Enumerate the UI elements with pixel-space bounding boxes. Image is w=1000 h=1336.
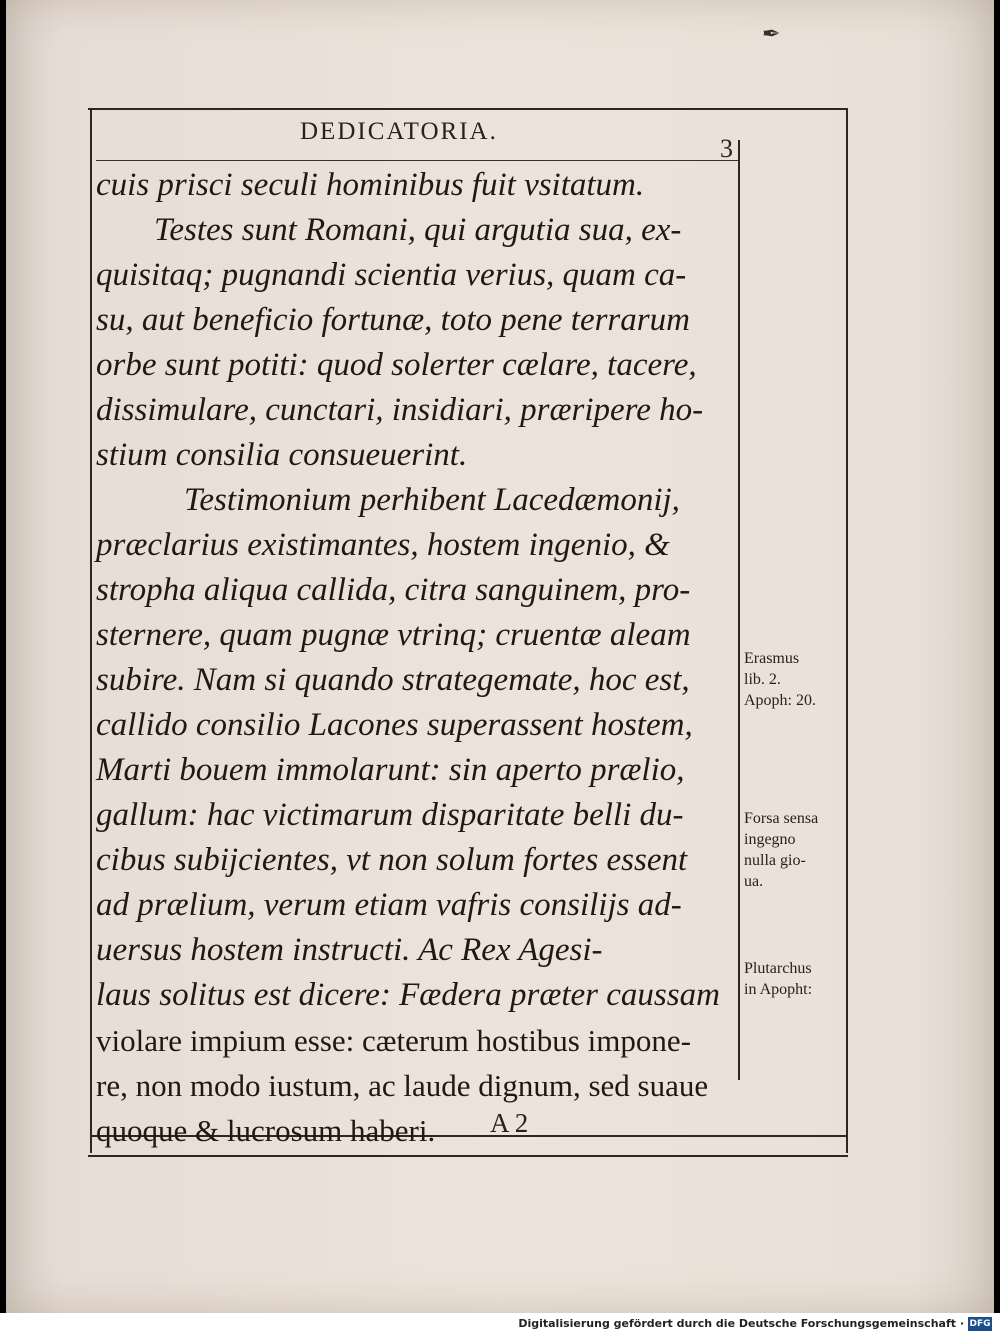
marginal-note [744, 958, 844, 1000]
marginal-note-line: Erasmus [744, 650, 800, 667]
marginal-note-line: Forsa sensa [744, 810, 819, 827]
page-number: 3 [720, 134, 733, 163]
text-line: stium consilia consueuerint. [96, 437, 468, 473]
marginal-note [744, 808, 844, 892]
text-line: præclarius existimantes, hostem ingenio, & [96, 527, 670, 563]
text-line: quoque & lucrosum haberi. [96, 1113, 436, 1148]
marginal-note-line: in Apopht: [744, 981, 813, 998]
marginal-note-line: lib. 2. [744, 671, 781, 688]
text-line: laus solitus est dicere: Fædera præter caussam [96, 977, 720, 1013]
signature-mark: A 2 [490, 1108, 529, 1138]
digitization-footer [0, 1313, 1000, 1336]
marginal-note-line: ua. [744, 873, 764, 890]
text-line: ad prælium, verum etiam vafris consilijs ad- [96, 887, 682, 923]
text-line: su, aut beneficio fortunæ, toto pene terrarum [96, 302, 690, 338]
footer-credit: Digitalisierung gefördert durch die Deutsche Forschungsgemeinschaft · [518, 1317, 964, 1330]
marginal-note-line: Apoph: 20. [744, 692, 816, 709]
running-head: DEDICATORIA. [300, 118, 498, 145]
text-line: callido consilio Lacones superassent hostem, [96, 707, 693, 743]
text-line: quisitaq; pugnandi scientia verius, quam ca- [96, 257, 687, 293]
marginal-note-line: ingegno [744, 831, 796, 848]
text-line: orbe sunt potiti: quod solerter cælare, tacere, [96, 347, 697, 383]
margin-column-rule [738, 140, 740, 1080]
text-line: subire. Nam si quando strategemate, hoc est, [96, 662, 690, 698]
text-line: sternere, quam pugnæ vtrinq; cruentæ aleam [96, 617, 691, 653]
marginal-note [744, 648, 844, 711]
text-line: Marti bouem immolarunt: sin aperto prælio, [96, 752, 685, 788]
text-line: violare impium esse: cæterum hostibus impone- [96, 1023, 691, 1058]
text-line: uersus hostem instructi. Ac Rex Agesi- [96, 932, 603, 968]
header-rule [96, 160, 738, 161]
text-line: Testes sunt Romani, qui argutia sua, ex- [154, 212, 682, 248]
dfg-logo[interactable]: DFG [969, 1319, 991, 1329]
text-line: cuis prisci seculi hominibus fuit vsitatum. [96, 167, 645, 203]
text-line: dissimulare, cunctari, insidiari, præripere ho- [96, 392, 704, 428]
frame-left-rule [90, 108, 92, 1153]
text-line: stropha aliqua callida, citra sanguinem, pro- [96, 572, 691, 608]
pen-mark-icon: ✒ [762, 22, 781, 47]
text-line: cibus subijcientes, vt non solum fortes essent [96, 842, 688, 878]
marginal-note-line: Plutarchus [744, 960, 812, 977]
text-line: re, non modo iustum, ac laude dignum, sed suaue [96, 1068, 709, 1103]
marginal-note-line: nulla gio- [744, 852, 806, 869]
body-text [96, 163, 736, 1153]
frame-right-rule [846, 108, 848, 1153]
text-line: gallum: hac victimarum disparitate belli du- [96, 797, 684, 833]
text-line: Testimonium perhibent Lacedæmonij, [184, 482, 680, 518]
